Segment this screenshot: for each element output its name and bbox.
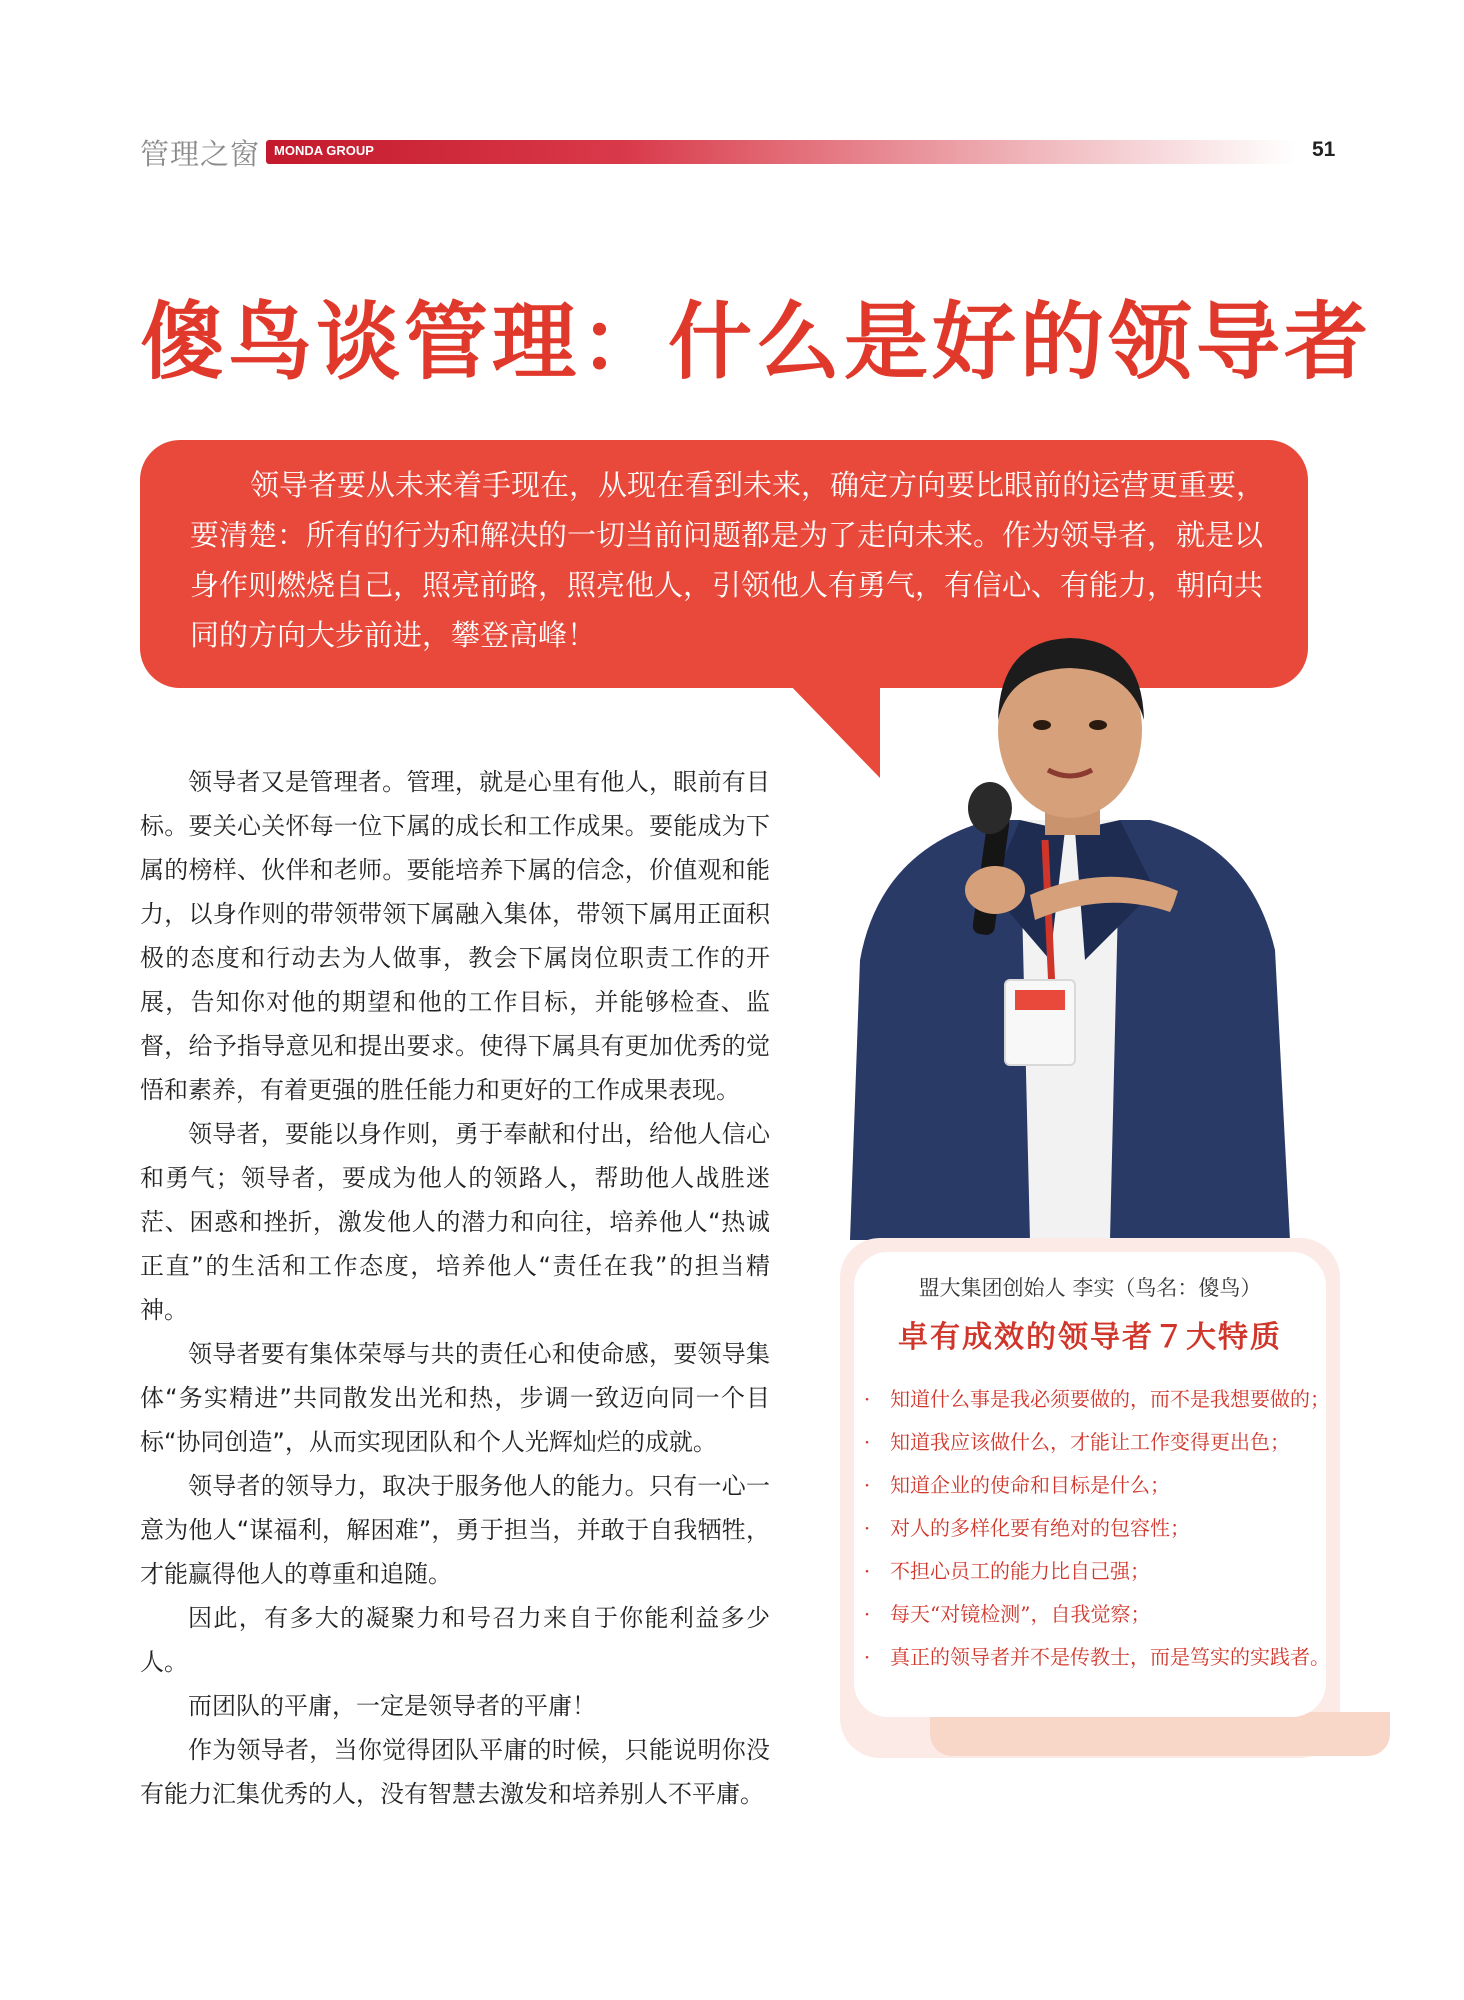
trait-text: 对人的多样化要有绝对的包容性； [890, 1516, 1190, 1540]
trait-text: 知道企业的使命和目标是什么； [890, 1473, 1170, 1497]
card-title: 卓有成效的领导者７大特质 [898, 1320, 1282, 1355]
dot-bullet-icon: · [863, 1516, 871, 1540]
brand-name: MONDA GROUP [274, 143, 374, 158]
body-paragraph: 而团队的平庸，一定是领导者的平庸！ [188, 1692, 596, 1720]
page-number: 51 [1312, 138, 1336, 161]
card-author: 盟大集团创始人 李实（鸟名：傻鸟） [918, 1276, 1262, 1300]
body-paragraph: 因此，有多大的凝聚力和号召力来自于你能利益多少人。 [140, 1604, 770, 1676]
trait-text: 真正的领导者并不是传教士，而是笃实的实践者。 [890, 1645, 1330, 1669]
dot-bullet-icon: · [863, 1559, 871, 1583]
dot-bullet-icon: · [863, 1602, 871, 1626]
section-name: 管理之窗 [140, 137, 261, 171]
body-paragraph: 领导者又是管理者。管理，就是心里有他人，眼前有目标。要关心关怀每一位下属的成长和工作成果。要能成为下属的榜样、伙伴和老师。要能培养下属的信念，价值观和能力，以身作则的带领带领下属融入集体，带领下属用正面积极的态度和行动去为人做事，教会下属岗位职责工作的开展，告知你对他的期望和他的工作目标，并能够检查、监督，给予指导意见和提出要求。使得下属具有更加优秀的觉悟和素养，有着更强的胜任能力和更好的工作成果表现。 [140, 768, 770, 1104]
list-item [858, 1636, 1338, 1679]
body-paragraph: 作为领导者，当你觉得团队平庸的时候，只能说明你没有能力汇集优秀的人，没有智慧去激发和培养别人不平庸。 [140, 1736, 770, 1808]
brand-bar [266, 140, 1296, 164]
speaker-photo [820, 630, 1320, 1240]
dot-bullet-icon: · [863, 1645, 871, 1669]
dot-bullet-icon: · [863, 1387, 871, 1411]
list-item [858, 1421, 1338, 1464]
list-item [858, 1550, 1338, 1593]
trait-text: 知道什么事是我必须要做的，而不是我想要做的； [890, 1387, 1330, 1411]
body-paragraph: 领导者要有集体荣辱与共的责任心和使命感，要领导集体“务实精进”共同散发出光和热，步调一致迈向同一个目标“协同创造”，从而实现团队和个人光辉灿烂的成就。 [140, 1340, 770, 1456]
list-item [858, 1378, 1338, 1421]
dot-bullet-icon: · [863, 1473, 871, 1497]
trait-text: 每天“对镜检测”，自我觉察； [890, 1602, 1151, 1626]
list-item [858, 1464, 1338, 1507]
body-paragraph: 领导者的领导力，取决于服务他人的能力。只有一心一意为他人“谋福利，解困难”，勇于担当，并敢于自我牺牲，才能赢得他人的尊重和追随。 [140, 1472, 770, 1588]
list-item [858, 1593, 1338, 1636]
article-title: 傻鸟谈管理：什么是好的领导者 [140, 293, 1373, 391]
list-item [858, 1507, 1338, 1550]
article-body [140, 760, 770, 1816]
dot-bullet-icon: · [863, 1430, 871, 1454]
trait-text: 不担心员工的能力比自己强； [890, 1559, 1150, 1583]
traits-list [858, 1378, 1338, 1679]
body-paragraph: 领导者，要能以身作则，勇于奉献和付出，给他人信心和勇气；领导者，要成为他人的领路人，帮助他人战胜迷茫、困惑和挫折，激发他人的潜力和向往，培养他人“热诚正直”的生活和工作态度，培养他人“责任在我”的担当精神。 [140, 1120, 770, 1324]
traits-card-scroll-foot [930, 1712, 1390, 1756]
quote-text: 领导者要从未来着手现在，从现在看到未来，确定方向要比眼前的运营更重要，要清楚：所有的行为和解决的一切当前问题都是为了走向未来。作为领导者，就是以身作则燃烧自己，照亮前路，照亮他人，引领他人有勇气，有信心、有能力，朝向共同的方向大步前进，攀登高峰！ [190, 468, 1266, 652]
trait-text: 知道我应该做什么，才能让工作变得更出色； [890, 1430, 1290, 1454]
